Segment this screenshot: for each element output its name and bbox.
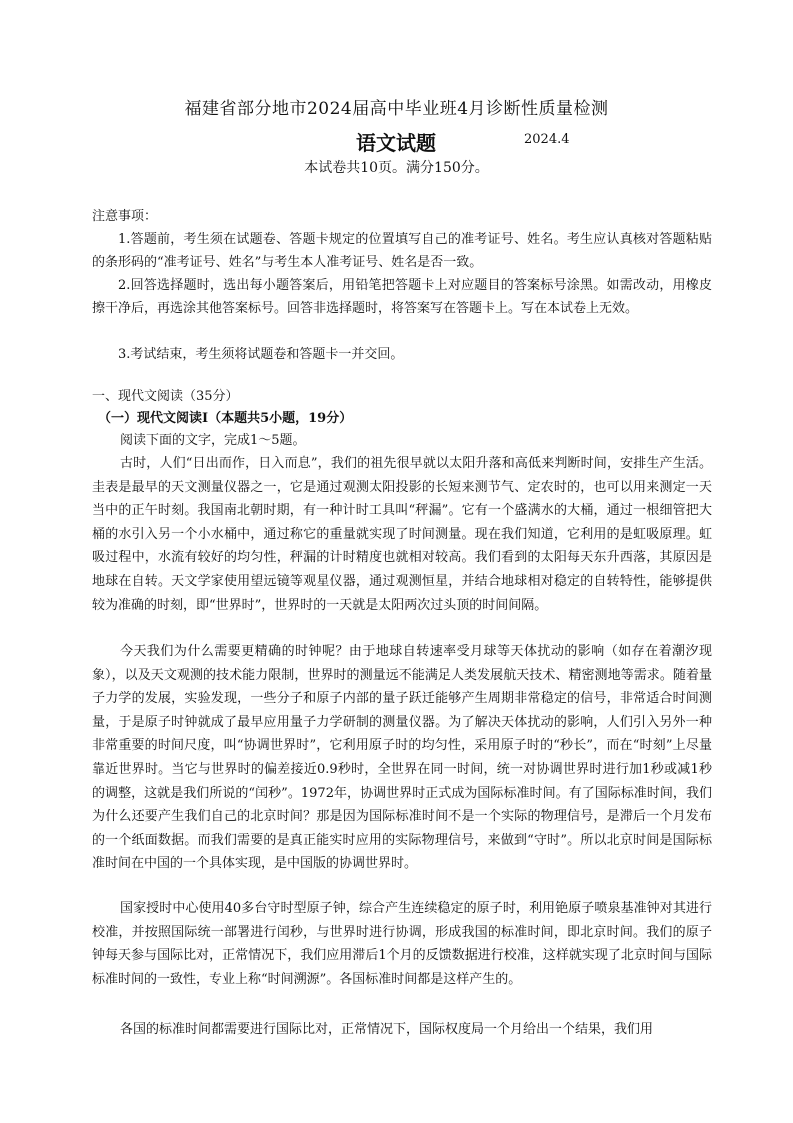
note-item: 2.回答选择题时，选出每小题答案后，用铅笔把答题卡上对应题目的答案标号涂黑。如需改动，用橡皮擦干净后，再选涂其他答案标号。回答非选择题时，将答案写在答题卡上。写在本试卷上无效。 xyxy=(92,278,712,316)
passage-paragraph: 国家授时中心使用40多台守时型原子钟，综合产生连续稳定的原子时，利用铯原子喷泉基准钟对其进行校准，并按照国际统一部署进行闰秒，与世界时进行协调，形成我国的标准时间，即北京时间。我们的原子钟每天参与国际比对，正常情况下，我们应用滞后1个月的反馈数据进行校准，这样就实现了北京时间与国际标准时间的一致性，专业上称“时间溯源”。各国标准时间都是这样产生的。 xyxy=(92,901,712,987)
passage-paragraph: 今天我们为什么需要更精确的时钟呢？由于地球自转速率受月球等天体扰动的影响（如存在着潮汐现象），以及天文观测的技术能力限制，世界时的测量远不能满足人类发展航天技术、精密测地等需求。随着量子力学的发展，实验发现，一些分子和原子内部的量子跃迁能够产生周期非常稳定的信号，非常适合时间测量，于是原子时钟就成了最早应用量子力学研制的测量仪器。为了解决天体扰动的影响，人们引入另外一种非常重要的时间尺度，叫“协调世界时”，它利用原子时的均匀性，采用原子时的“秒长”，而在“时刻”上尽量靠近世界时。当它与世界时的偏差接近0.9秒时，全世界在同一时间，统一对协调世界时进行加1秒或减1秒的调整，这就是我们所说的“闰秒”。1972年，协调世界时正式成为国际标准时间。有了国际标准时间，我们为什么还要产生我们自己的北京时间？那是因为国际标准时间不是一个实际的物理信号，是滞后一个月发布的一个纸面数据。而我们需要的是真正能实时应用的实际物理信号，来做到“守时”。所以北京时间是国际标准时间在中国的一个具体实现，是中国版的协调世界时。 xyxy=(92,644,712,872)
notes-heading: 注意事项： xyxy=(92,209,158,224)
reading-instruction: 阅读下面的文字，完成1～5题。 xyxy=(120,433,306,448)
exam-title: 福建省部分地市2024届高中毕业班4月诊断性质量检测 xyxy=(184,99,609,119)
passage-paragraph: 各国的标准时间都需要进行国际比对，正常情况下，国际权度局一个月给出一个结果，我们用 xyxy=(120,1022,654,1037)
subsection-heading: （一）现代文阅读Ⅰ（本题共5小题，19分） xyxy=(98,411,353,426)
exam-info: 本试卷共10页。满分150分。 xyxy=(304,160,489,176)
exam-date: 2024.4 xyxy=(524,132,570,147)
subject-title: 语文试题 xyxy=(356,131,436,155)
subject-row xyxy=(0,127,793,153)
note-item: 1.答题前，考生须在试题卷、答题卡规定的位置填写自己的准考证号、姓名。考生应认真核对答题粘贴的条形码的“准考证号、姓名”与考生本人准考证号、姓名是否一致。 xyxy=(92,232,712,270)
section-heading: 一、现代文阅读（35分） xyxy=(92,389,239,404)
note-item: 3.考试结束，考生须将试题卷和答题卡一并交回。 xyxy=(118,347,404,362)
passage-paragraph: 古时，人们“日出而作，日入而息”，我们的祖先很早就以太阳升落和高低来判断时间，安排生产生活。圭表是最早的天文测量仪器之一，它是通过观测太阳投影的长短来测节气、定农时的，也可以用来测定一天当中的正午时刻。我国南北朝时期，有一种计时工具叫“秤漏”。它有一个盛满水的大桶，通过一根细管把大桶的水引入另一个小水桶中，通过称它的重量就实现了时间测量。现在我们知道，它利用的是虹吸原理。虹吸过程中，水流有较好的均匀性，秤漏的计时精度也就相对较高。我们看到的太阳每天东升西落，其原因是地球在自转。天文学家使用望远镜等观星仪器，通过观测恒星，并结合地球相对稳定的自转特性，能够提供较为准确的时刻，即“世界时”，世界时的一天就是太阳两次过头顶的时间间隔。 xyxy=(92,456,712,613)
